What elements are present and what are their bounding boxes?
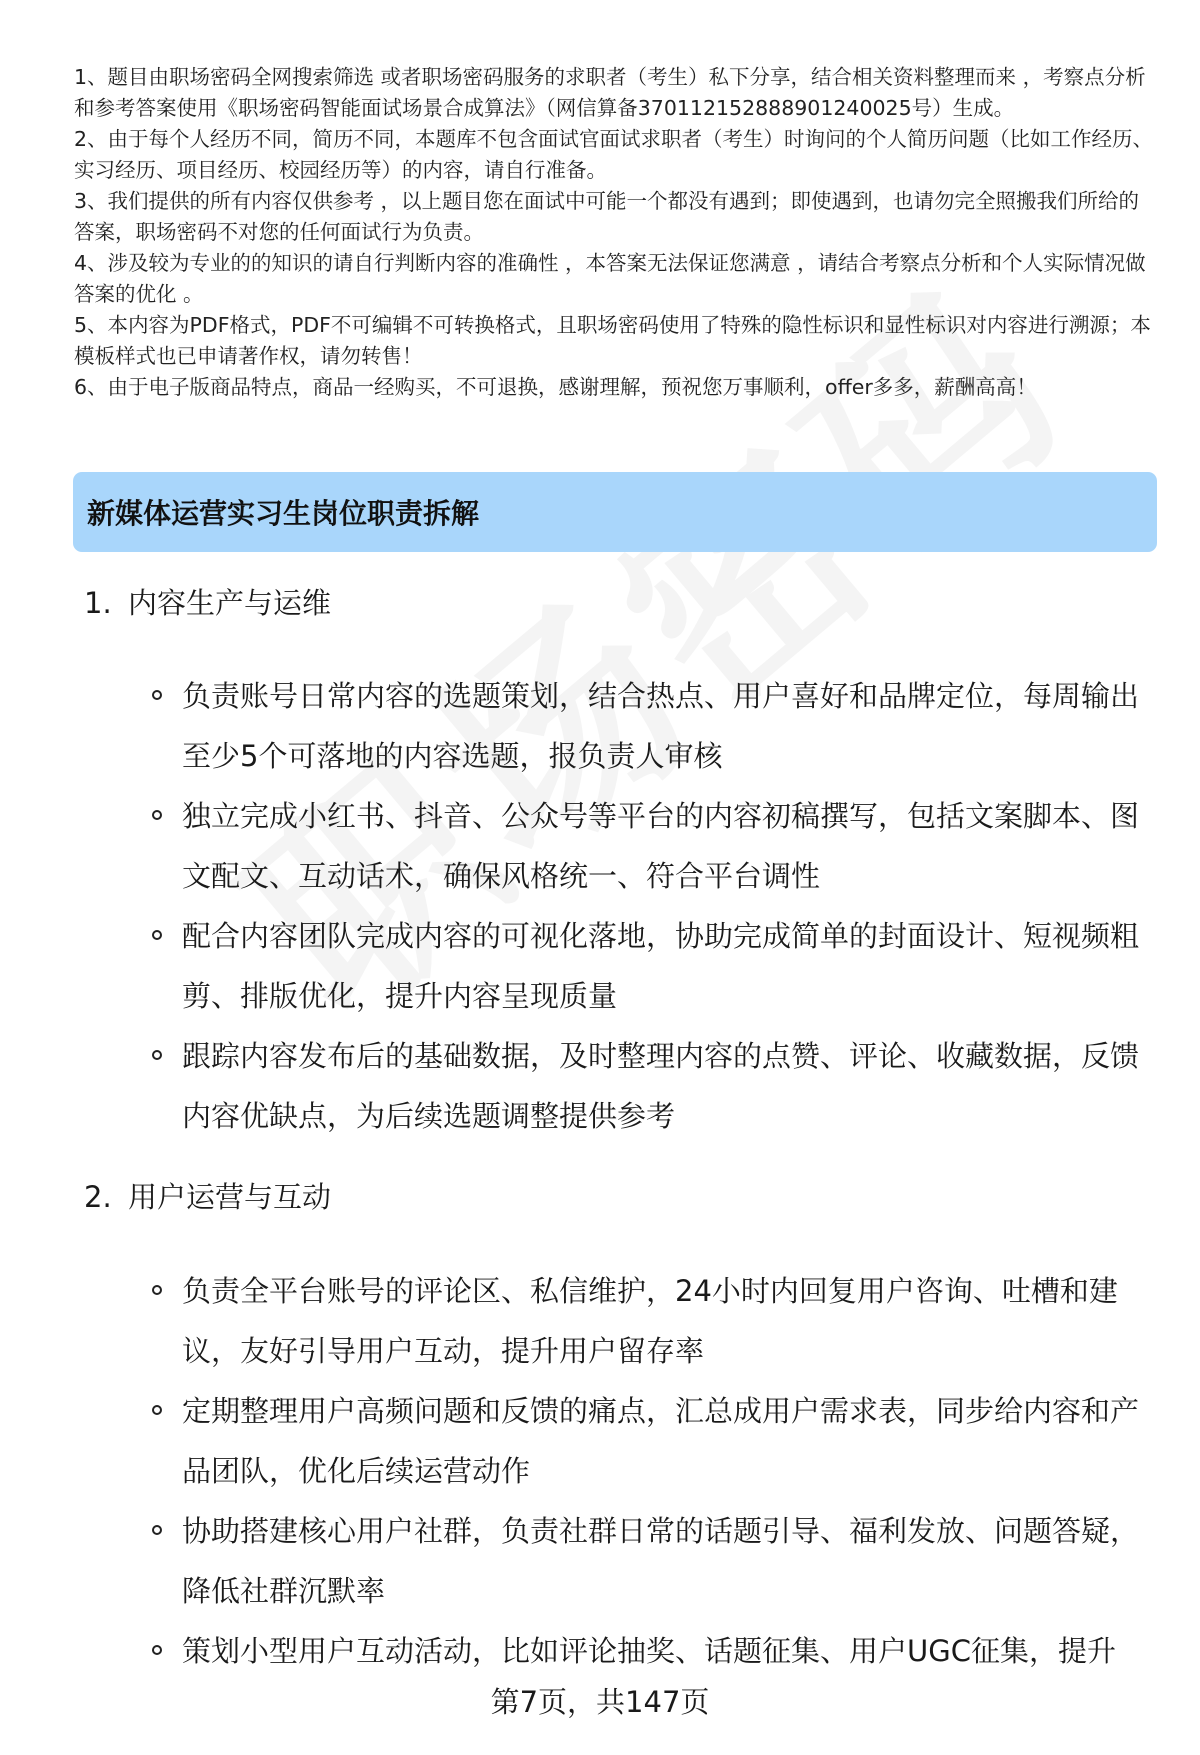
list-item: 独立完成小红书、抖音、公众号等平台的内容初稿撰写，包括文案脚本、图文配文、互动话术，确保风格统一、符合平台调性	[152, 786, 1152, 906]
banner-title: 新媒体运营实习生岗位职责拆解	[87, 497, 480, 530]
section-number: 1.	[84, 586, 112, 620]
list-item: 配合内容团队完成内容的可视化落地，协助完成简单的封面设计、短视频粗剪、排版优化，提升内容呈现质量	[152, 906, 1152, 1026]
bullet-circle-icon	[152, 1645, 162, 1655]
bullet-circle-icon	[152, 1050, 162, 1060]
list-item: 策划小型用户互动活动，比如评论抽奖、话题征集、用户UGC征集，提升	[152, 1621, 1152, 1681]
section-title: 内容生产与运维	[128, 586, 332, 620]
section-heading-2	[84, 1177, 331, 1217]
list-item: 负责账号日常内容的选题策划，结合热点、用户喜好和品牌定位，每周输出至少5个可落地的内容选题，报负责人审核	[152, 666, 1152, 786]
section-heading-1	[84, 583, 331, 623]
note-6: 6、由于电子版商品特点，商品一经购买，不可退换，感谢理解，预祝您万事顺利，offer多多，薪酬高高！	[74, 375, 1037, 399]
list-item: 跟踪内容发布后的基础数据，及时整理内容的点赞、评论、收藏数据，反馈内容优缺点，为后续选题调整提供参考	[152, 1026, 1152, 1146]
note-5: 5、本内容为PDF格式，PDF不可编辑不可转换格式，且职场密码使用了特殊的隐性标识和显性标识对内容进行溯源；本模板样式也已申请著作权，请勿转售！	[74, 313, 1151, 368]
note-4: 4、涉及较为专业的的知识的请自行判断内容的准确性 ，本答案无法保证您满意 ，请结合考察点分析和个人实际情况做答案的优化 。	[74, 251, 1146, 306]
bullet-circle-icon	[152, 1525, 162, 1535]
note-3: 3、我们提供的所有内容仅供参考 ，以上题目您在面试中可能一个都没有遇到；即使遇到，也请勿完全照搬我们所给的答案，职场密码不对您的任何面试行为负责。	[74, 189, 1140, 244]
bullet-circle-icon	[152, 810, 162, 820]
list-item: 定期整理用户高频问题和反馈的痛点，汇总成用户需求表，同步给内容和产品团队，优化后续运营动作	[152, 1381, 1152, 1501]
disclaimer-notes	[74, 62, 1154, 403]
list-item: 协助搭建核心用户社群，负责社群日常的话题引导、福利发放、问题答疑，降低社群沉默率	[152, 1501, 1152, 1621]
note-2: 2、由于每个人经历不同，简历不同，本题库不包含面试官面试求职者（考生）时询问的个人简历问题（比如工作经历、实习经历、项目经历、校园经历等）的内容，请自行准备。	[74, 127, 1154, 182]
section-number: 2.	[84, 1180, 112, 1214]
bullet-circle-icon	[152, 930, 162, 940]
section-title: 用户运营与互动	[128, 1180, 332, 1214]
page-number: 第7页，共147页	[490, 1685, 710, 1719]
bullet-circle-icon	[152, 1285, 162, 1295]
section-1-list	[152, 666, 1152, 1146]
bullet-circle-icon	[152, 1405, 162, 1415]
note-1: 1、题目由职场密码全网搜索筛选 或者职场密码服务的求职者（考生）私下分享，结合相关资料整理而来 ，考察点分析和参考答案使用《职场密码智能面试场景合成算法》（网信算备370112152888901240025号）生成。	[74, 65, 1146, 120]
section-2-list	[152, 1261, 1152, 1681]
list-item: 负责全平台账号的评论区、私信维护，24小时内回复用户咨询、吐槽和建议，友好引导用户互动，提升用户留存率	[152, 1261, 1152, 1381]
bullet-circle-icon	[152, 690, 162, 700]
section-banner	[73, 472, 1157, 552]
